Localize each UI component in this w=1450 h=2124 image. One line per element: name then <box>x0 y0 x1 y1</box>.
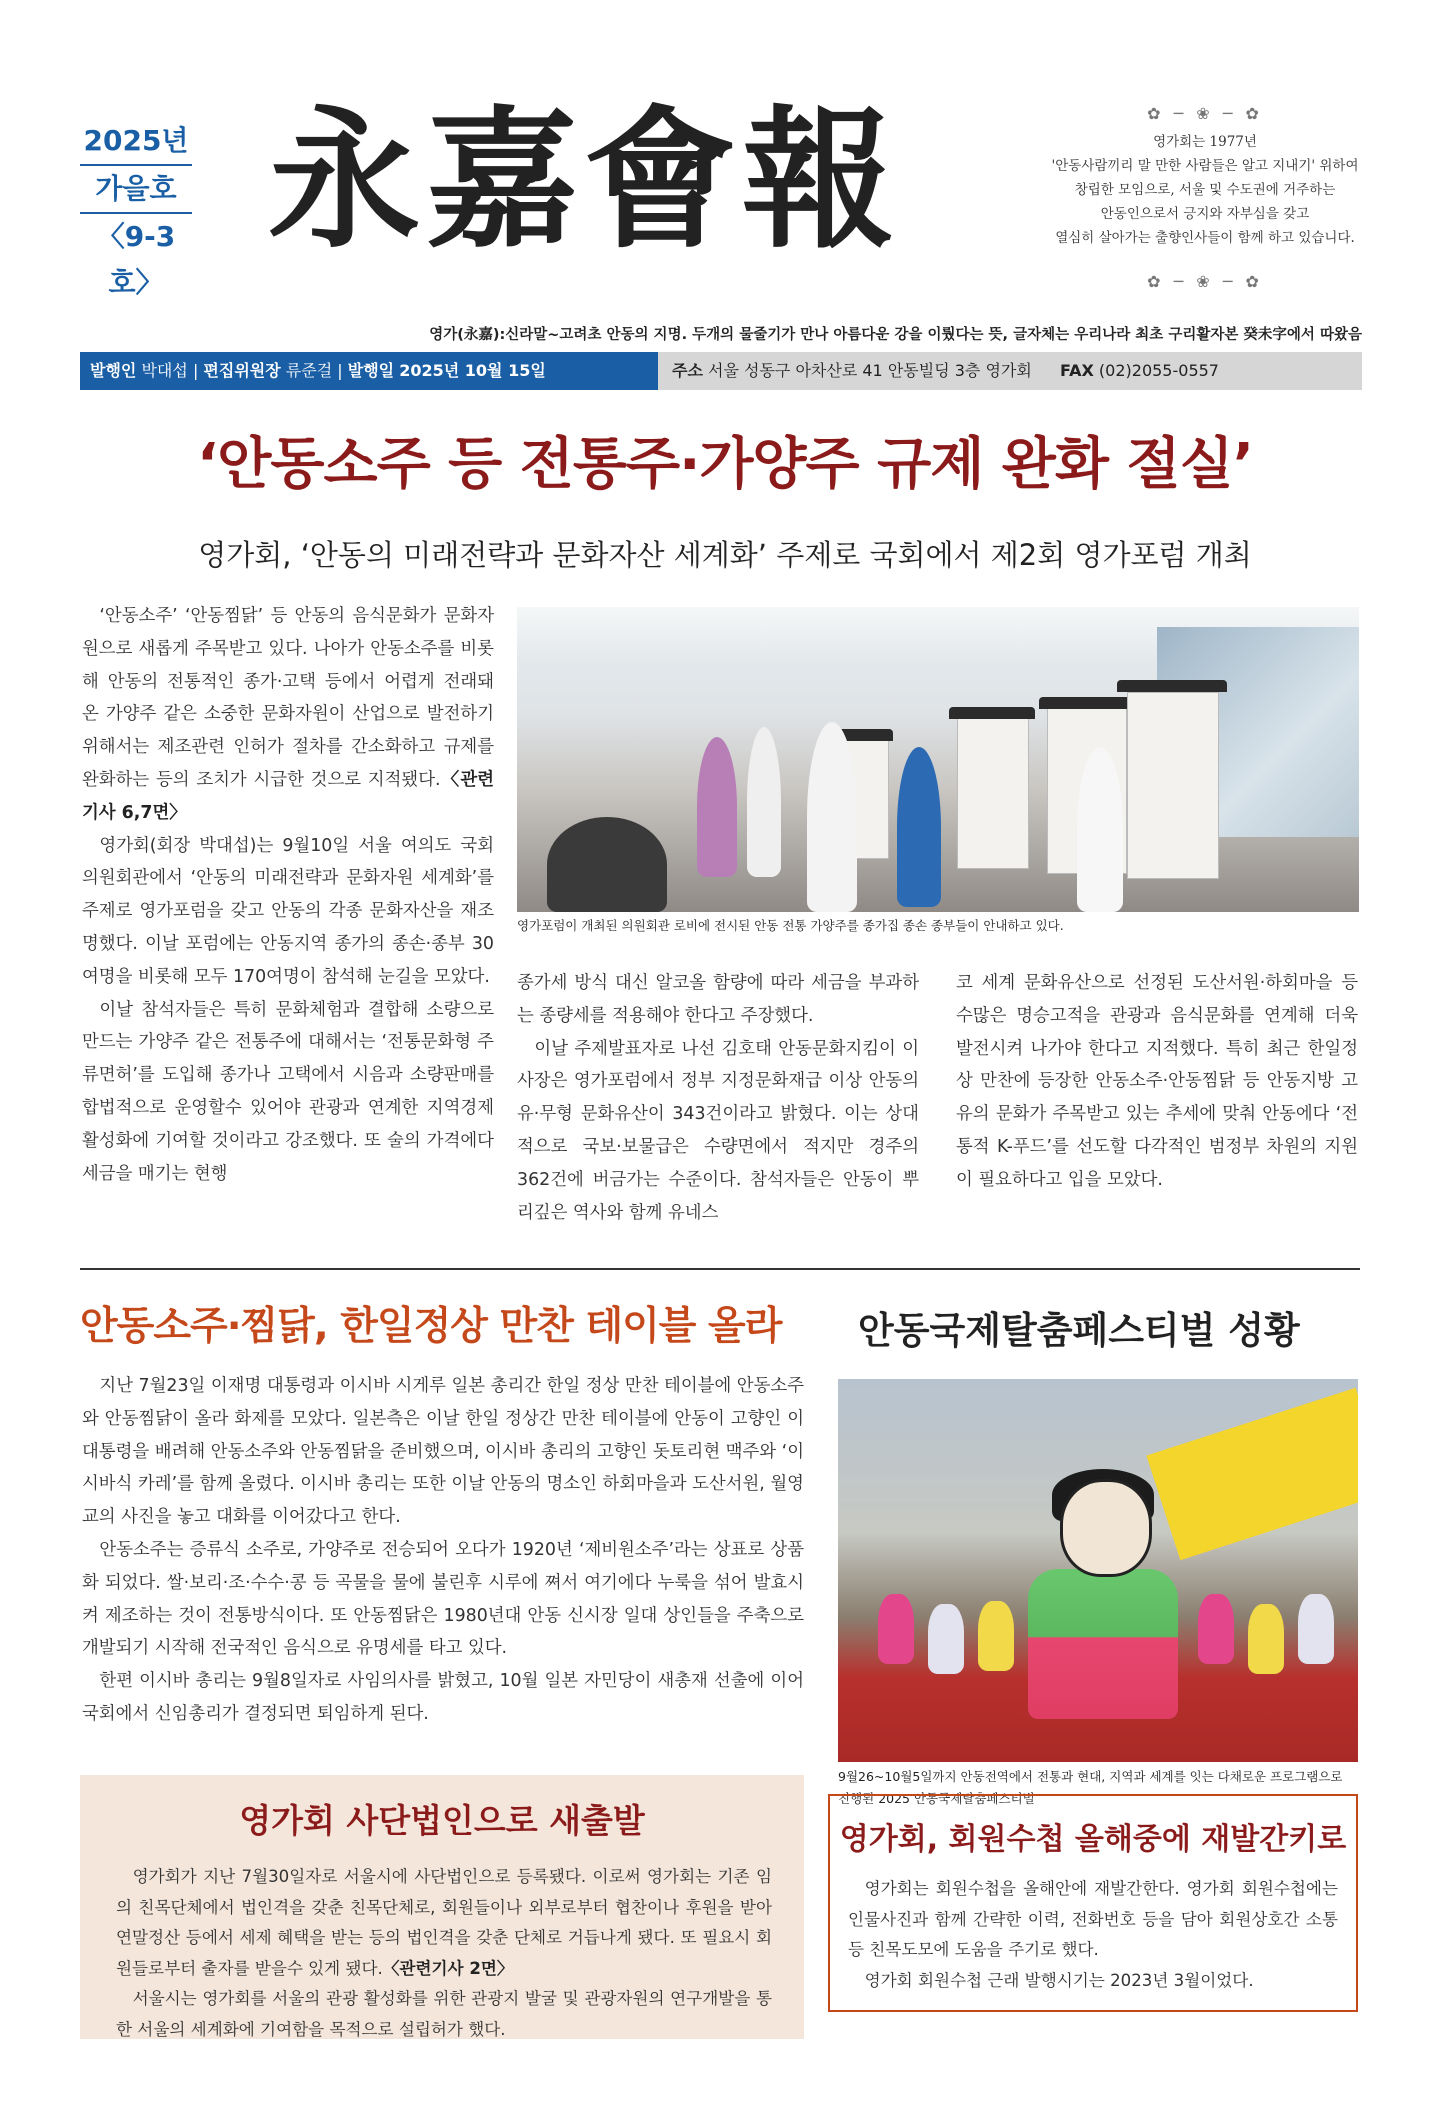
issue-number: 〈9-3호〉 <box>96 220 176 299</box>
photo-dancer <box>1298 1594 1334 1664</box>
photo-dancer <box>1248 1604 1284 1674</box>
related-article-link[interactable]: 〈관련기사 2면〉 <box>382 1958 514 1978</box>
paragraph: 종가세 방식 대신 알코올 함량에 따라 세금을 부과하는 종량세를 적용해야 한다고 주장했다. <box>517 973 919 1026</box>
editor-name: 류준걸 <box>285 361 333 380</box>
paragraph <box>116 1862 772 1984</box>
paragraph: 서울시는 영가회를 서울의 관광 활성화를 위한 관광지 발굴 및 관광자원의 연구개발을 통한 서울의 세계화에 기여함을 목적으로 설립허가 했다. <box>116 1989 772 2039</box>
separator: | <box>337 361 348 380</box>
main-subhead: 영가회, ‘안동의 미래전략과 문화자산 세계화’ 주제로 국회에서 제2회 영가포럼 개최 <box>198 538 1252 572</box>
member-book-headline: 영가회, 회원수첩 올해중에 재발간키로 <box>839 1822 1347 1857</box>
mascot-body <box>1028 1569 1178 1719</box>
paragraph: 지난 7월23일 이재명 대통령과 이시바 시게루 일본 총리간 한일 정상 만찬 테이블에 안동소주와 안동찜닭이 올라 화제를 모았다. 일본측은 이날 한일 정상간 만찬 테이블에 안동이 고향인 이 대통령을 배려해 안동소주와 안동찜닭을 준비했으며, 이시바 총리의 고향인 돗토리현 맥주와 ‘이시바식 카레’를 함께 올렸다. 이시바 총리는 또한 이날 안동의 명소인 하회마을과 도산서원, 월영교의 사진을 놓고 대화를 이어갔다고 한다. <box>82 1376 804 1528</box>
intro-line: 안동인으로서 긍지와 자부심을 갖고 <box>1100 206 1310 222</box>
photo-dancer <box>978 1601 1014 1671</box>
paragraph: 안동소주는 증류식 소주로, 가양주로 전승되어 오다가 1920년 ‘제비원소주’라는 상표로 상품화 되었다. 쌀·보리·조·수수·콩 등 곡물을 물에 불린후 시루에 쪄서 여기에다 누룩을 섞어 발효시켜 제조하는 것이 전통방식이다. 또 안동찜닭은 1980년대 안동 신시장 일대 상인들을 주축으로 개발되기 시작해 전국적인 음식으로 유명세를 타고 있다. <box>82 1539 804 1659</box>
paragraph: 코 세계 문화유산으로 선정된 도산서원·하회마을 등 수많은 명승고적을 관광과 음식문화를 연계해 더욱 발전시켜 나가야 한다고 지적했다. 특히 최근 한일정상 만찬에 등장한 안동소주·안동찜닭 등 안동지방 고유의 문화가 주목받고 있는 추세에 맞춰 안동에다 ‘전통적 K-푸드’를 선도할 다각적인 범정부 차원의 지원이 필요하다고 입을 모았다. <box>956 973 1358 1190</box>
mascot-mask <box>1060 1479 1152 1577</box>
separator: | <box>192 361 204 380</box>
paragraph: 이날 주제발표자로 나선 김호태 안동문화지킴이 이사장은 영가포럼에서 정부 지정문화재급 이상 안동의 유·무형 문화유산이 343건이라고 밝혔다. 이는 상대적으로 국보·보물급은 수량면에서 적지만 경주의 362건에 버금가는 수준이다. 참석자들은 안동이 뿌리깊은 역사와 함께 유네스 <box>517 1038 919 1223</box>
issue-box <box>80 118 192 306</box>
incorporation-box <box>80 1775 804 2039</box>
photo-dancer <box>1198 1594 1234 1664</box>
intro-text <box>1032 108 1378 250</box>
main-headline: ‘안동소주 등 전통주·가양주 규제 완화 절실’ <box>197 432 1253 497</box>
address-value: 서울 성동구 아차산로 41 안동빌딩 3층 영가회 <box>708 361 1032 380</box>
festival-banner <box>1146 1388 1358 1561</box>
photo-person <box>1077 747 1123 912</box>
intro-line: 창립한 모임으로, 서울 및 수도권에 거주하는 <box>1074 182 1336 198</box>
panel-roof <box>1117 680 1227 692</box>
publisher-label: 발행인 <box>90 361 137 380</box>
address-label: 주소 <box>672 361 703 380</box>
issue-year: 2025년 <box>83 124 189 157</box>
panel-roof <box>1039 697 1133 709</box>
newspaper-logo: 永嘉會報 <box>268 90 900 269</box>
forum-photo-caption: 영가포럼이 개최된 의원회관 로비에 전시된 안동 전통 가양주를 종가집 종손 종부들이 안내하고 있다. <box>517 918 1064 933</box>
incorporation-body <box>116 1862 772 2045</box>
fax-label: FAX <box>1060 361 1094 380</box>
lead-column-2 <box>517 967 919 1229</box>
photo-person <box>807 722 857 912</box>
festival-headline: 안동국제탈춤페스티벌 성황 <box>858 1309 1300 1352</box>
ornament-bottom-icon: ✿ ─ ❀ ─ ✿ <box>1147 272 1263 291</box>
summit-headline: 안동소주·찜닭, 한일정상 만찬 테이블 올라 <box>80 1304 782 1349</box>
photo-dancer <box>928 1604 964 1674</box>
festival-photo-caption: 9월26~10월5일까지 안동전역에서 전통과 현대, 지역과 세계를 잇는 다채로운 프로그램으로 진행된 2025 안동국제탈춤페스티벌 <box>838 1769 1343 1806</box>
photo-dancer <box>878 1594 914 1664</box>
paragraph: 영가회(회장 박대섭)는 9월10일 서울 여의도 국회 의원회관에서 ‘안동의 미래전략과 문화자원 세계화’를 주제로 영가포럼을 갖고 안동의 각종 문화자산을 재조명했다. 이날 포럼에는 안동지역 종가의 종손·종부 30여명을 비롯해 모두 170여명이 참석해 눈길을 모았다. <box>82 835 494 987</box>
fax-value: (02)2055-0557 <box>1098 361 1219 380</box>
section-divider <box>80 1268 1360 1270</box>
paragraph: 영가회는 회원수첩을 올해안에 재발간한다. 영가회 회원수첩에는 인물사진과 함께 간략한 이력, 전화번호 등을 담아 회원상호간 소통 등 친목도모에 도움을 주기로 했다. <box>848 1879 1338 1959</box>
member-book-body <box>848 1874 1338 1996</box>
photo-person <box>547 817 667 912</box>
paragraph-text: 영가회가 지난 7월30일자로 서울시에 사단법인으로 등록됐다. 이로써 영가회는 기존 임의 친목단체에서 법인격을 갖춘 친목단체로, 회원들이나 외부로부터 협찬이나 후원을 받아 연말정산 등에서 세제 혜택을 받는 등의 법인격을 갖춘 단체로 거듭나게 됐다. 또 필요시 회원들로부터 출자를 받을수 있게 됐다. <box>116 1867 772 1978</box>
exhibit-panel <box>957 717 1029 869</box>
issue-season: 가을호 <box>95 172 177 205</box>
festival-photo <box>838 1379 1358 1762</box>
lead-column-1 <box>82 600 494 1190</box>
paragraph-text: ‘안동소주’ ‘안동찜닭’ 등 안동의 음식문화가 문화자원으로 새롭게 주목받고 있다. 나아가 안동소주를 비롯해 안동의 전통적인 종가·고택 등에서 어렵게 전래돼 온 가양주 같은 소중한 문화자원이 산업으로 발전하기 위해서는 제조관련 인허가 절차를 간소화하고 규제를 완화하는 등의 조치가 시급한 것으로 지적됐다. <box>82 606 494 790</box>
paragraph <box>82 600 494 830</box>
editor-label: 편집위원장 <box>203 361 281 380</box>
panel-roof <box>949 707 1035 719</box>
lead-column-3 <box>956 967 1358 1197</box>
related-article-link[interactable]: 〈관련기사 6,7면〉 <box>82 769 494 823</box>
summit-article-body <box>82 1370 804 1731</box>
exhibit-panel <box>1127 692 1219 879</box>
origin-note: 영가(永嘉):신라말~고려초 안동의 지명. 두개의 물줄기가 만나 아름다운 강을 이뤘다는 뜻, 글자체는 우리나라 최초 구리활자본 癸未字에서 따왔음 <box>429 327 1362 343</box>
address-block <box>658 352 1362 390</box>
photo-person <box>897 747 941 907</box>
photo-person <box>747 727 781 877</box>
paragraph: 영가회 회원수첩 근래 발행시기는 2023년 3월이었다. <box>864 1970 1254 1990</box>
paragraph: 이날 참석자들은 특히 문화체험과 결합해 소량으로 만드는 가양주 같은 전통주에 대해서는 ‘전통문화형 주류면허’를 도입해 종가나 고택에서 시음과 소량판매를 합법적으로 운영할수 있어야 관광과 연계한 지역경제 활성화에 기여할 것이라고 강조했다. 또 술의 가격에다 세금을 매기는 현행 <box>82 999 494 1184</box>
paragraph: 한편 이시바 총리는 9월8일자로 사임의사를 밝혔고, 10월 일본 자민당이 새총재 선출에 이어 국회에서 신임총리가 결정되면 퇴임하게 된다. <box>82 1671 804 1724</box>
intro-line: 영가회는 1977년 <box>1153 134 1257 150</box>
date-label: 발행일 <box>347 361 395 380</box>
photo-person <box>697 737 737 877</box>
forum-photo <box>517 607 1359 912</box>
incorporation-headline: 영가회 사단법인으로 새출발 <box>239 1801 645 1840</box>
publish-date: 2025년 10월 15일 <box>399 361 546 380</box>
intro-box <box>1032 104 1378 292</box>
publisher-name: 박대섭 <box>141 361 188 380</box>
info-bar <box>80 352 1362 390</box>
intro-line: 열심히 살아가는 출향인사들이 함께 하고 있습니다. <box>1055 230 1355 246</box>
ornament-top-icon: ✿ ─ ❀ ─ ✿ <box>1147 104 1263 123</box>
intro-line: '안동사람끼리 말 만한 사람들은 알고 지내기' 위하여 <box>1051 158 1359 174</box>
publisher-block <box>80 352 658 390</box>
member-book-box <box>828 1794 1358 2012</box>
